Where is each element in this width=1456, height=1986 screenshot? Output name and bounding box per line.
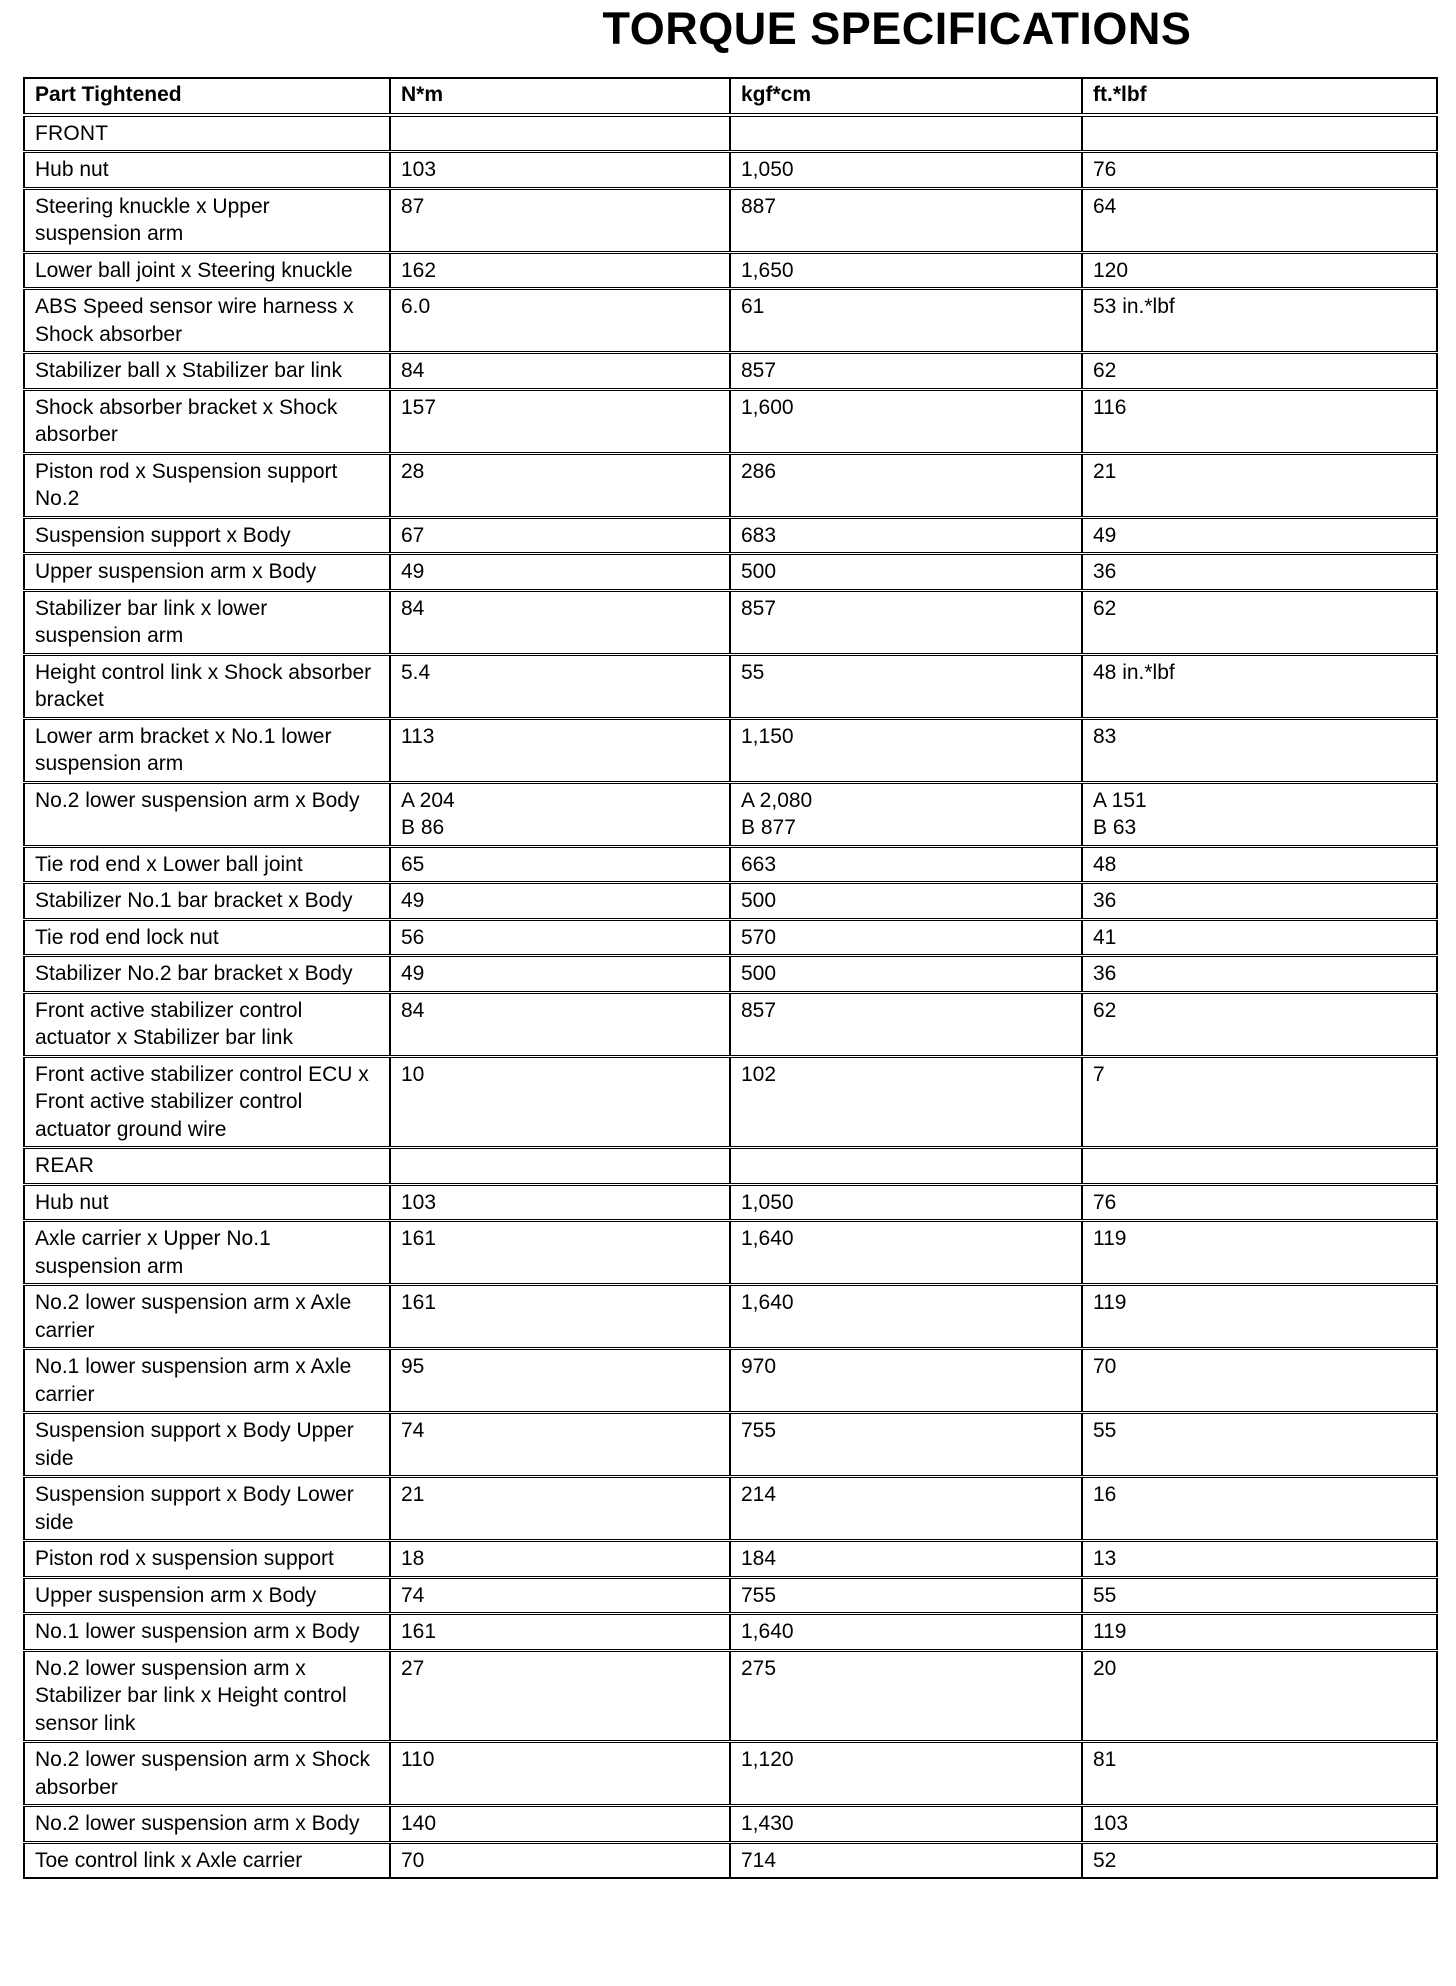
kgfcm-cell: 102 — [730, 1056, 1082, 1148]
part-cell: Lower arm bracket x No.1 lower suspension arm — [24, 718, 390, 782]
nm-cell: 161 — [390, 1614, 730, 1651]
nm-cell: 10 — [390, 1056, 730, 1148]
table-row — [24, 1184, 1437, 1221]
table-row — [24, 353, 1437, 390]
part-cell: Stabilizer No.2 bar bracket x Body — [24, 956, 390, 993]
kgfcm-cell: 1,050 — [730, 152, 1082, 189]
ftlbf-cell: 36 — [1082, 956, 1437, 993]
ftlbf-cell: 62 — [1082, 353, 1437, 390]
part-cell: Axle carrier x Upper No.1 suspension arm — [24, 1221, 390, 1285]
nm-cell: 95 — [390, 1349, 730, 1413]
section-row — [24, 1148, 1437, 1185]
nm-cell: 21 — [390, 1477, 730, 1541]
section-label: REAR — [24, 1148, 390, 1185]
ftlbf-cell: 48 in.*lbf — [1082, 654, 1437, 718]
ftlbf-cell: 76 — [1082, 152, 1437, 189]
ftlbf-cell: 36 — [1082, 554, 1437, 591]
nm-cell — [390, 115, 730, 152]
part-cell: No.2 lower suspension arm x Stabilizer bar link x Height control sensor link — [24, 1650, 390, 1742]
kgfcm-cell: 755 — [730, 1577, 1082, 1614]
nm-cell: 49 — [390, 956, 730, 993]
ftlbf-cell: 7 — [1082, 1056, 1437, 1148]
nm-cell: 140 — [390, 1806, 730, 1843]
nm-cell: 28 — [390, 453, 730, 517]
table-row — [24, 654, 1437, 718]
table-row — [24, 718, 1437, 782]
kgfcm-cell: 1,150 — [730, 718, 1082, 782]
kgfcm-cell: 857 — [730, 590, 1082, 654]
kgfcm-cell: 1,430 — [730, 1806, 1082, 1843]
nm-cell: A 204 B 86 — [390, 782, 730, 846]
kgfcm-cell: 500 — [730, 554, 1082, 591]
table-row — [24, 1842, 1437, 1878]
part-cell: Suspension support x Body Upper side — [24, 1413, 390, 1477]
torque-spec-table — [23, 77, 1438, 1879]
table-row — [24, 1742, 1437, 1806]
section-row — [24, 115, 1437, 152]
ftlbf-cell: 81 — [1082, 1742, 1437, 1806]
part-cell: Hub nut — [24, 1184, 390, 1221]
ftlbf-cell: 55 — [1082, 1413, 1437, 1477]
nm-cell: 103 — [390, 1184, 730, 1221]
table-row — [24, 992, 1437, 1056]
ftlbf-cell: 41 — [1082, 919, 1437, 956]
part-cell: Steering knuckle x Upper suspension arm — [24, 188, 390, 252]
part-cell: Piston rod x suspension support — [24, 1541, 390, 1578]
kgfcm-cell: 970 — [730, 1349, 1082, 1413]
table-row — [24, 956, 1437, 993]
kgfcm-cell: 286 — [730, 453, 1082, 517]
nm-cell: 27 — [390, 1650, 730, 1742]
part-cell: No.2 lower suspension arm x Body — [24, 1806, 390, 1843]
ftlbf-cell: 13 — [1082, 1541, 1437, 1578]
table-row — [24, 1614, 1437, 1651]
table-row — [24, 1541, 1437, 1578]
kgfcm-cell: 1,050 — [730, 1184, 1082, 1221]
part-cell: Stabilizer ball x Stabilizer bar link — [24, 353, 390, 390]
ftlbf-cell: 70 — [1082, 1349, 1437, 1413]
nm-cell: 70 — [390, 1842, 730, 1878]
part-cell: Height control link x Shock absorber bracket — [24, 654, 390, 718]
page-title: TORQUE SPECIFICATIONS — [602, 3, 1192, 54]
ftlbf-cell: 49 — [1082, 517, 1437, 554]
kgfcm-cell: 663 — [730, 846, 1082, 883]
kgfcm-cell: 55 — [730, 654, 1082, 718]
ftlbf-cell — [1082, 1148, 1437, 1185]
table-row — [24, 1577, 1437, 1614]
kgfcm-cell: 857 — [730, 992, 1082, 1056]
section-label: FRONT — [24, 115, 390, 152]
nm-cell: 103 — [390, 152, 730, 189]
part-cell: Upper suspension arm x Body — [24, 1577, 390, 1614]
part-cell: Tie rod end x Lower ball joint — [24, 846, 390, 883]
kgfcm-cell: 1,640 — [730, 1221, 1082, 1285]
header-ftlbf: ft.*lbf — [1082, 78, 1437, 115]
part-cell: Suspension support x Body Lower side — [24, 1477, 390, 1541]
kgfcm-cell: A 2,080 B 877 — [730, 782, 1082, 846]
kgfcm-cell — [730, 1148, 1082, 1185]
ftlbf-cell: 76 — [1082, 1184, 1437, 1221]
kgfcm-cell: 683 — [730, 517, 1082, 554]
table-row — [24, 1285, 1437, 1349]
table-row — [24, 389, 1437, 453]
nm-cell: 74 — [390, 1577, 730, 1614]
kgfcm-cell: 570 — [730, 919, 1082, 956]
kgfcm-cell: 1,640 — [730, 1285, 1082, 1349]
kgfcm-cell: 857 — [730, 353, 1082, 390]
header-kgfcm: kgf*cm — [730, 78, 1082, 115]
part-cell: Toe control link x Axle carrier — [24, 1842, 390, 1878]
ftlbf-cell: 16 — [1082, 1477, 1437, 1541]
nm-cell: 49 — [390, 554, 730, 591]
ftlbf-cell: A 151 B 63 — [1082, 782, 1437, 846]
nm-cell: 65 — [390, 846, 730, 883]
part-cell: No.1 lower suspension arm x Axle carrier — [24, 1349, 390, 1413]
ftlbf-cell: 62 — [1082, 590, 1437, 654]
part-cell: Piston rod x Suspension support No.2 — [24, 453, 390, 517]
kgfcm-cell: 714 — [730, 1842, 1082, 1878]
ftlbf-cell: 119 — [1082, 1285, 1437, 1349]
table-row — [24, 782, 1437, 846]
kgfcm-cell: 184 — [730, 1541, 1082, 1578]
nm-cell: 161 — [390, 1221, 730, 1285]
part-cell: ABS Speed sensor wire harness x Shock absorber — [24, 289, 390, 353]
part-cell: Stabilizer bar link x lower suspension arm — [24, 590, 390, 654]
part-cell: Tie rod end lock nut — [24, 919, 390, 956]
nm-cell: 74 — [390, 1413, 730, 1477]
kgfcm-cell: 887 — [730, 188, 1082, 252]
part-cell: Upper suspension arm x Body — [24, 554, 390, 591]
part-cell: No.2 lower suspension arm x Shock absorber — [24, 1742, 390, 1806]
table-row — [24, 1650, 1437, 1742]
table-row — [24, 554, 1437, 591]
table-row — [24, 152, 1437, 189]
table-row — [24, 1056, 1437, 1148]
kgfcm-cell: 1,120 — [730, 1742, 1082, 1806]
kgfcm-cell: 1,600 — [730, 389, 1082, 453]
part-cell: Lower ball joint x Steering knuckle — [24, 252, 390, 289]
part-cell: No.2 lower suspension arm x Body — [24, 782, 390, 846]
ftlbf-cell: 103 — [1082, 1806, 1437, 1843]
header-nm: N*m — [390, 78, 730, 115]
table-row — [24, 919, 1437, 956]
table-row — [24, 289, 1437, 353]
part-cell: Front active stabilizer control ECU x Front active stabilizer control actuator ground wire — [24, 1056, 390, 1148]
kgfcm-cell: 755 — [730, 1413, 1082, 1477]
part-cell: No.1 lower suspension arm x Body — [24, 1614, 390, 1651]
ftlbf-cell: 119 — [1082, 1221, 1437, 1285]
table-row — [24, 1806, 1437, 1843]
table-row — [24, 1413, 1437, 1477]
part-cell: Front active stabilizer control actuator x Stabilizer bar link — [24, 992, 390, 1056]
table-row — [24, 883, 1437, 920]
ftlbf-cell: 53 in.*lbf — [1082, 289, 1437, 353]
header-part-tightened: Part Tightened — [24, 78, 390, 115]
table-row — [24, 1349, 1437, 1413]
kgfcm-cell: 61 — [730, 289, 1082, 353]
nm-cell: 56 — [390, 919, 730, 956]
kgfcm-cell: 500 — [730, 883, 1082, 920]
ftlbf-cell: 48 — [1082, 846, 1437, 883]
part-cell: Hub nut — [24, 152, 390, 189]
ftlbf-cell: 20 — [1082, 1650, 1437, 1742]
ftlbf-cell: 62 — [1082, 992, 1437, 1056]
nm-cell: 87 — [390, 188, 730, 252]
nm-cell: 110 — [390, 1742, 730, 1806]
ftlbf-cell: 120 — [1082, 252, 1437, 289]
table-row — [24, 1221, 1437, 1285]
ftlbf-cell: 36 — [1082, 883, 1437, 920]
ftlbf-cell: 119 — [1082, 1614, 1437, 1651]
kgfcm-cell: 1,640 — [730, 1614, 1082, 1651]
part-cell: Shock absorber bracket x Shock absorber — [24, 389, 390, 453]
kgfcm-cell: 275 — [730, 1650, 1082, 1742]
nm-cell — [390, 1148, 730, 1185]
table-row — [24, 846, 1437, 883]
table-row — [24, 590, 1437, 654]
table-header-row — [24, 78, 1437, 115]
table-body — [24, 115, 1437, 1879]
ftlbf-cell: 21 — [1082, 453, 1437, 517]
kgfcm-cell: 500 — [730, 956, 1082, 993]
table-row — [24, 252, 1437, 289]
table-row — [24, 453, 1437, 517]
table-row — [24, 517, 1437, 554]
kgfcm-cell — [730, 115, 1082, 152]
nm-cell: 84 — [390, 353, 730, 390]
nm-cell: 162 — [390, 252, 730, 289]
table-row — [24, 1477, 1437, 1541]
nm-cell: 18 — [390, 1541, 730, 1578]
nm-cell: 84 — [390, 992, 730, 1056]
ftlbf-cell: 64 — [1082, 188, 1437, 252]
nm-cell: 6.0 — [390, 289, 730, 353]
table-row — [24, 188, 1437, 252]
nm-cell: 84 — [390, 590, 730, 654]
ftlbf-cell: 116 — [1082, 389, 1437, 453]
kgfcm-cell: 1,650 — [730, 252, 1082, 289]
ftlbf-cell — [1082, 115, 1437, 152]
kgfcm-cell: 214 — [730, 1477, 1082, 1541]
part-cell: Suspension support x Body — [24, 517, 390, 554]
nm-cell: 161 — [390, 1285, 730, 1349]
part-cell: No.2 lower suspension arm x Axle carrier — [24, 1285, 390, 1349]
nm-cell: 113 — [390, 718, 730, 782]
nm-cell: 157 — [390, 389, 730, 453]
nm-cell: 49 — [390, 883, 730, 920]
ftlbf-cell: 52 — [1082, 1842, 1437, 1878]
nm-cell: 67 — [390, 517, 730, 554]
nm-cell: 5.4 — [390, 654, 730, 718]
ftlbf-cell: 55 — [1082, 1577, 1437, 1614]
part-cell: Stabilizer No.1 bar bracket x Body — [24, 883, 390, 920]
ftlbf-cell: 83 — [1082, 718, 1437, 782]
